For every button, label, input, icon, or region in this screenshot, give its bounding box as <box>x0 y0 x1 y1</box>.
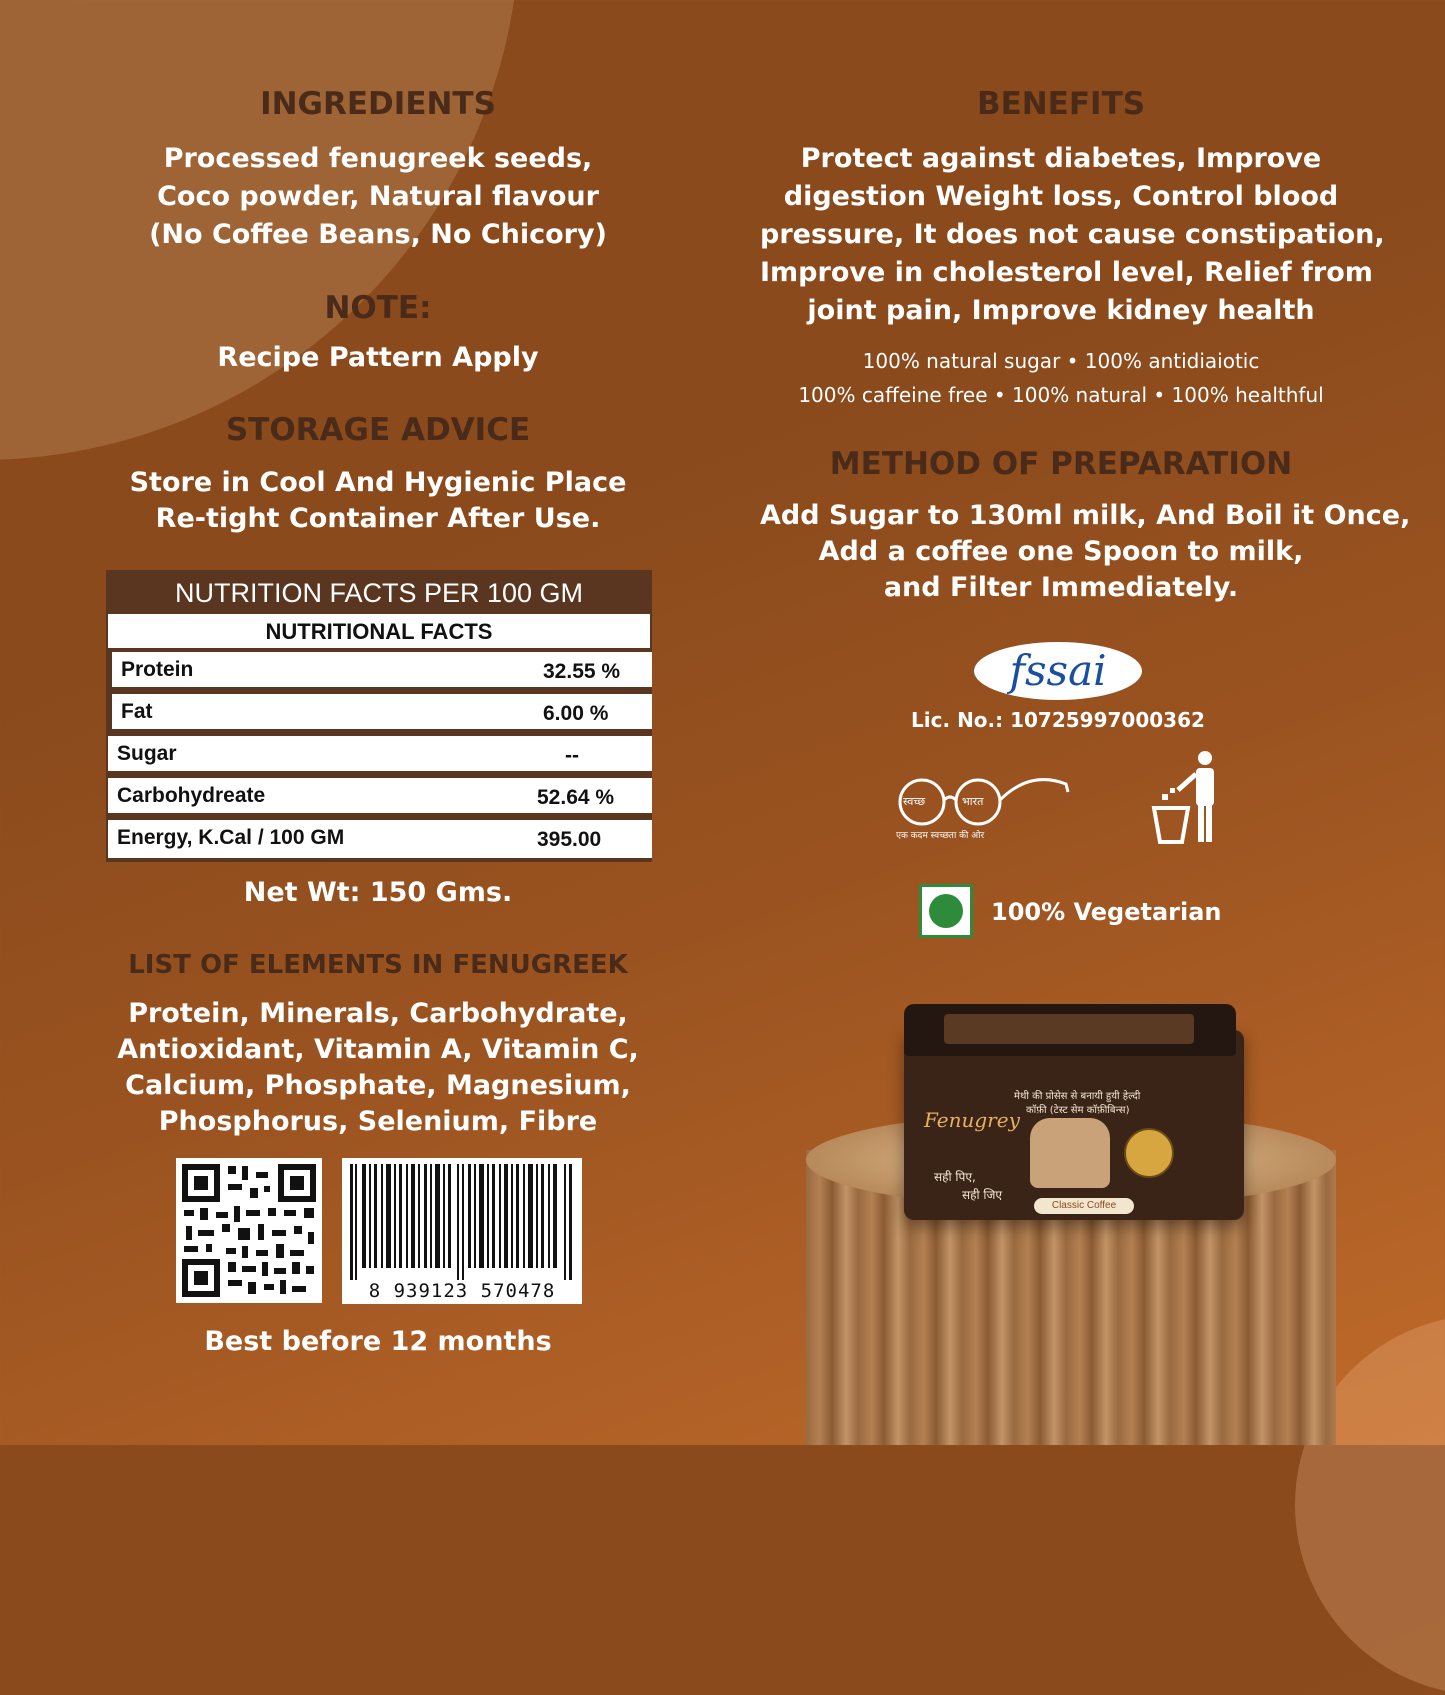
storage-heading: STORAGE ADVICE <box>225 412 531 448</box>
benefits-line: joint pain, Improve kidney health <box>807 295 1315 326</box>
product-hindi-line: मेथी की प्रोसेस से बनायी हुयी हेल्दी <box>1014 1091 1141 1102</box>
product-label: Classic Coffee <box>1034 1198 1134 1214</box>
product-slogan: सही जिए <box>962 1188 1003 1202</box>
fssai-logo <box>974 642 1142 700</box>
swachh-left-text: स्वच्छ <box>903 795 926 808</box>
benefits-text <box>760 140 1385 330</box>
nutrition-table <box>106 570 652 862</box>
product-jar-lid <box>904 1004 1236 1056</box>
method-line: and Filter Immediately. <box>883 572 1239 603</box>
product-hindi-line: कॉफ़ी (टेस्ट सेम कॉफ़ीबिन्स) <box>1026 1105 1130 1116</box>
fssai-logo-text: fssai <box>1009 646 1107 695</box>
ingredients-line: (No Coffee Beans, No Chicory) <box>149 219 607 250</box>
elements-line: Antioxidant, Vitamin A, Vitamin C, <box>117 1034 639 1065</box>
nutrient-label: Protein <box>121 658 194 681</box>
table-row <box>112 694 652 729</box>
product-brand: Fenugrey <box>924 1108 1020 1132</box>
nutrition-subtitle: NUTRITIONAL FACTS <box>108 614 650 648</box>
swachh-right-text: भारत <box>962 795 984 808</box>
nutrient-label: Energy, K.Cal / 100 GM <box>117 826 345 849</box>
vegetarian-icon <box>919 884 973 938</box>
method-heading: METHOD OF PREPARATION <box>829 446 1293 482</box>
barcode <box>342 1158 582 1304</box>
nutrient-value: 32.55 % <box>543 660 621 683</box>
benefits-tag-line: 100% natural sugar • 100% antidiaiotic <box>862 349 1260 373</box>
method-text <box>760 498 1411 606</box>
nutrient-value: 395.00 <box>537 828 602 851</box>
qr-code-graphic <box>176 1158 322 1303</box>
table-row <box>108 778 652 813</box>
nutrient-value: -- <box>565 744 579 767</box>
barcode-number: 8 939123 570478 <box>368 1280 556 1302</box>
product-jar-lid-panel <box>944 1014 1194 1044</box>
storage-line: Store in Cool And Hygienic Place <box>129 467 627 498</box>
nutrient-value: 52.64 % <box>537 786 615 809</box>
veg-dot <box>929 894 963 928</box>
elements-line: Protein, Minerals, Carbohydrate, <box>128 998 628 1029</box>
best-before: Best before 12 months <box>204 1326 552 1357</box>
nutrient-label: Fat <box>121 700 153 723</box>
fenugreek-sack-icon <box>1030 1118 1110 1188</box>
table-row <box>108 736 652 771</box>
benefits-line: digestion Weight loss, Control blood <box>783 181 1339 212</box>
nutrition-title: NUTRITION FACTS PER 100 GM <box>174 578 584 608</box>
elements-heading: LIST OF ELEMENTS IN FENUGREEK <box>128 950 628 980</box>
nutrient-value: 6.00 % <box>543 702 609 725</box>
benefits-line: Improve in cholesterol level, Relief from <box>760 257 1373 288</box>
benefits-line: pressure, It does not cause constipation, <box>760 219 1385 250</box>
barcode-bars <box>342 1158 582 1280</box>
method-line: Add a coffee one Spoon to milk, <box>818 536 1304 567</box>
storage-line: Re-tight Container After Use. <box>155 503 601 534</box>
table-row <box>112 652 652 687</box>
swachh-tagline: एक कदम स्वच्छता की ओर <box>896 831 985 841</box>
elements-line: Calcium, Phosphate, Magnesium, <box>125 1070 631 1101</box>
ingredients-line: Processed fenugreek seeds, <box>163 143 593 174</box>
benefits-tags <box>760 344 1362 412</box>
benefits-heading: BENEFITS <box>976 86 1146 122</box>
method-line: Add Sugar to 130ml milk, And Boil it Once, <box>760 500 1411 531</box>
storage-text <box>100 465 656 537</box>
elements-text <box>100 996 656 1140</box>
ingredients-text <box>100 140 656 254</box>
swachh-bharat-logo <box>890 770 1070 845</box>
net-weight: Net Wt: 150 Gms. <box>243 877 513 908</box>
note-heading: NOTE: <box>324 290 432 326</box>
dustbin-icon <box>1150 750 1225 845</box>
ingredients-heading: INGREDIENTS <box>260 86 496 122</box>
elements-line: Phosphorus, Selenium, Fibre <box>158 1106 598 1137</box>
benefits-tag-line: 100% caffeine free • 100% natural • 100% healthful <box>798 383 1324 407</box>
nutrient-label: Sugar <box>117 742 177 765</box>
note-text: Recipe Pattern Apply <box>217 342 539 373</box>
qr-code <box>176 1158 322 1303</box>
nutrient-label: Carbohydreate <box>117 784 266 807</box>
benefits-line: Protect against diabetes, Improve <box>800 143 1322 174</box>
ingredients-line: Coco powder, Natural flavour <box>157 181 599 212</box>
product-slogan: सही पिए, <box>934 1170 976 1184</box>
premium-badge-icon <box>1124 1128 1174 1178</box>
fssai-license: Lic. No.: 10725997000362 <box>911 708 1205 732</box>
table-row <box>108 820 652 858</box>
vegetarian-label: 100% Vegetarian <box>991 898 1222 926</box>
